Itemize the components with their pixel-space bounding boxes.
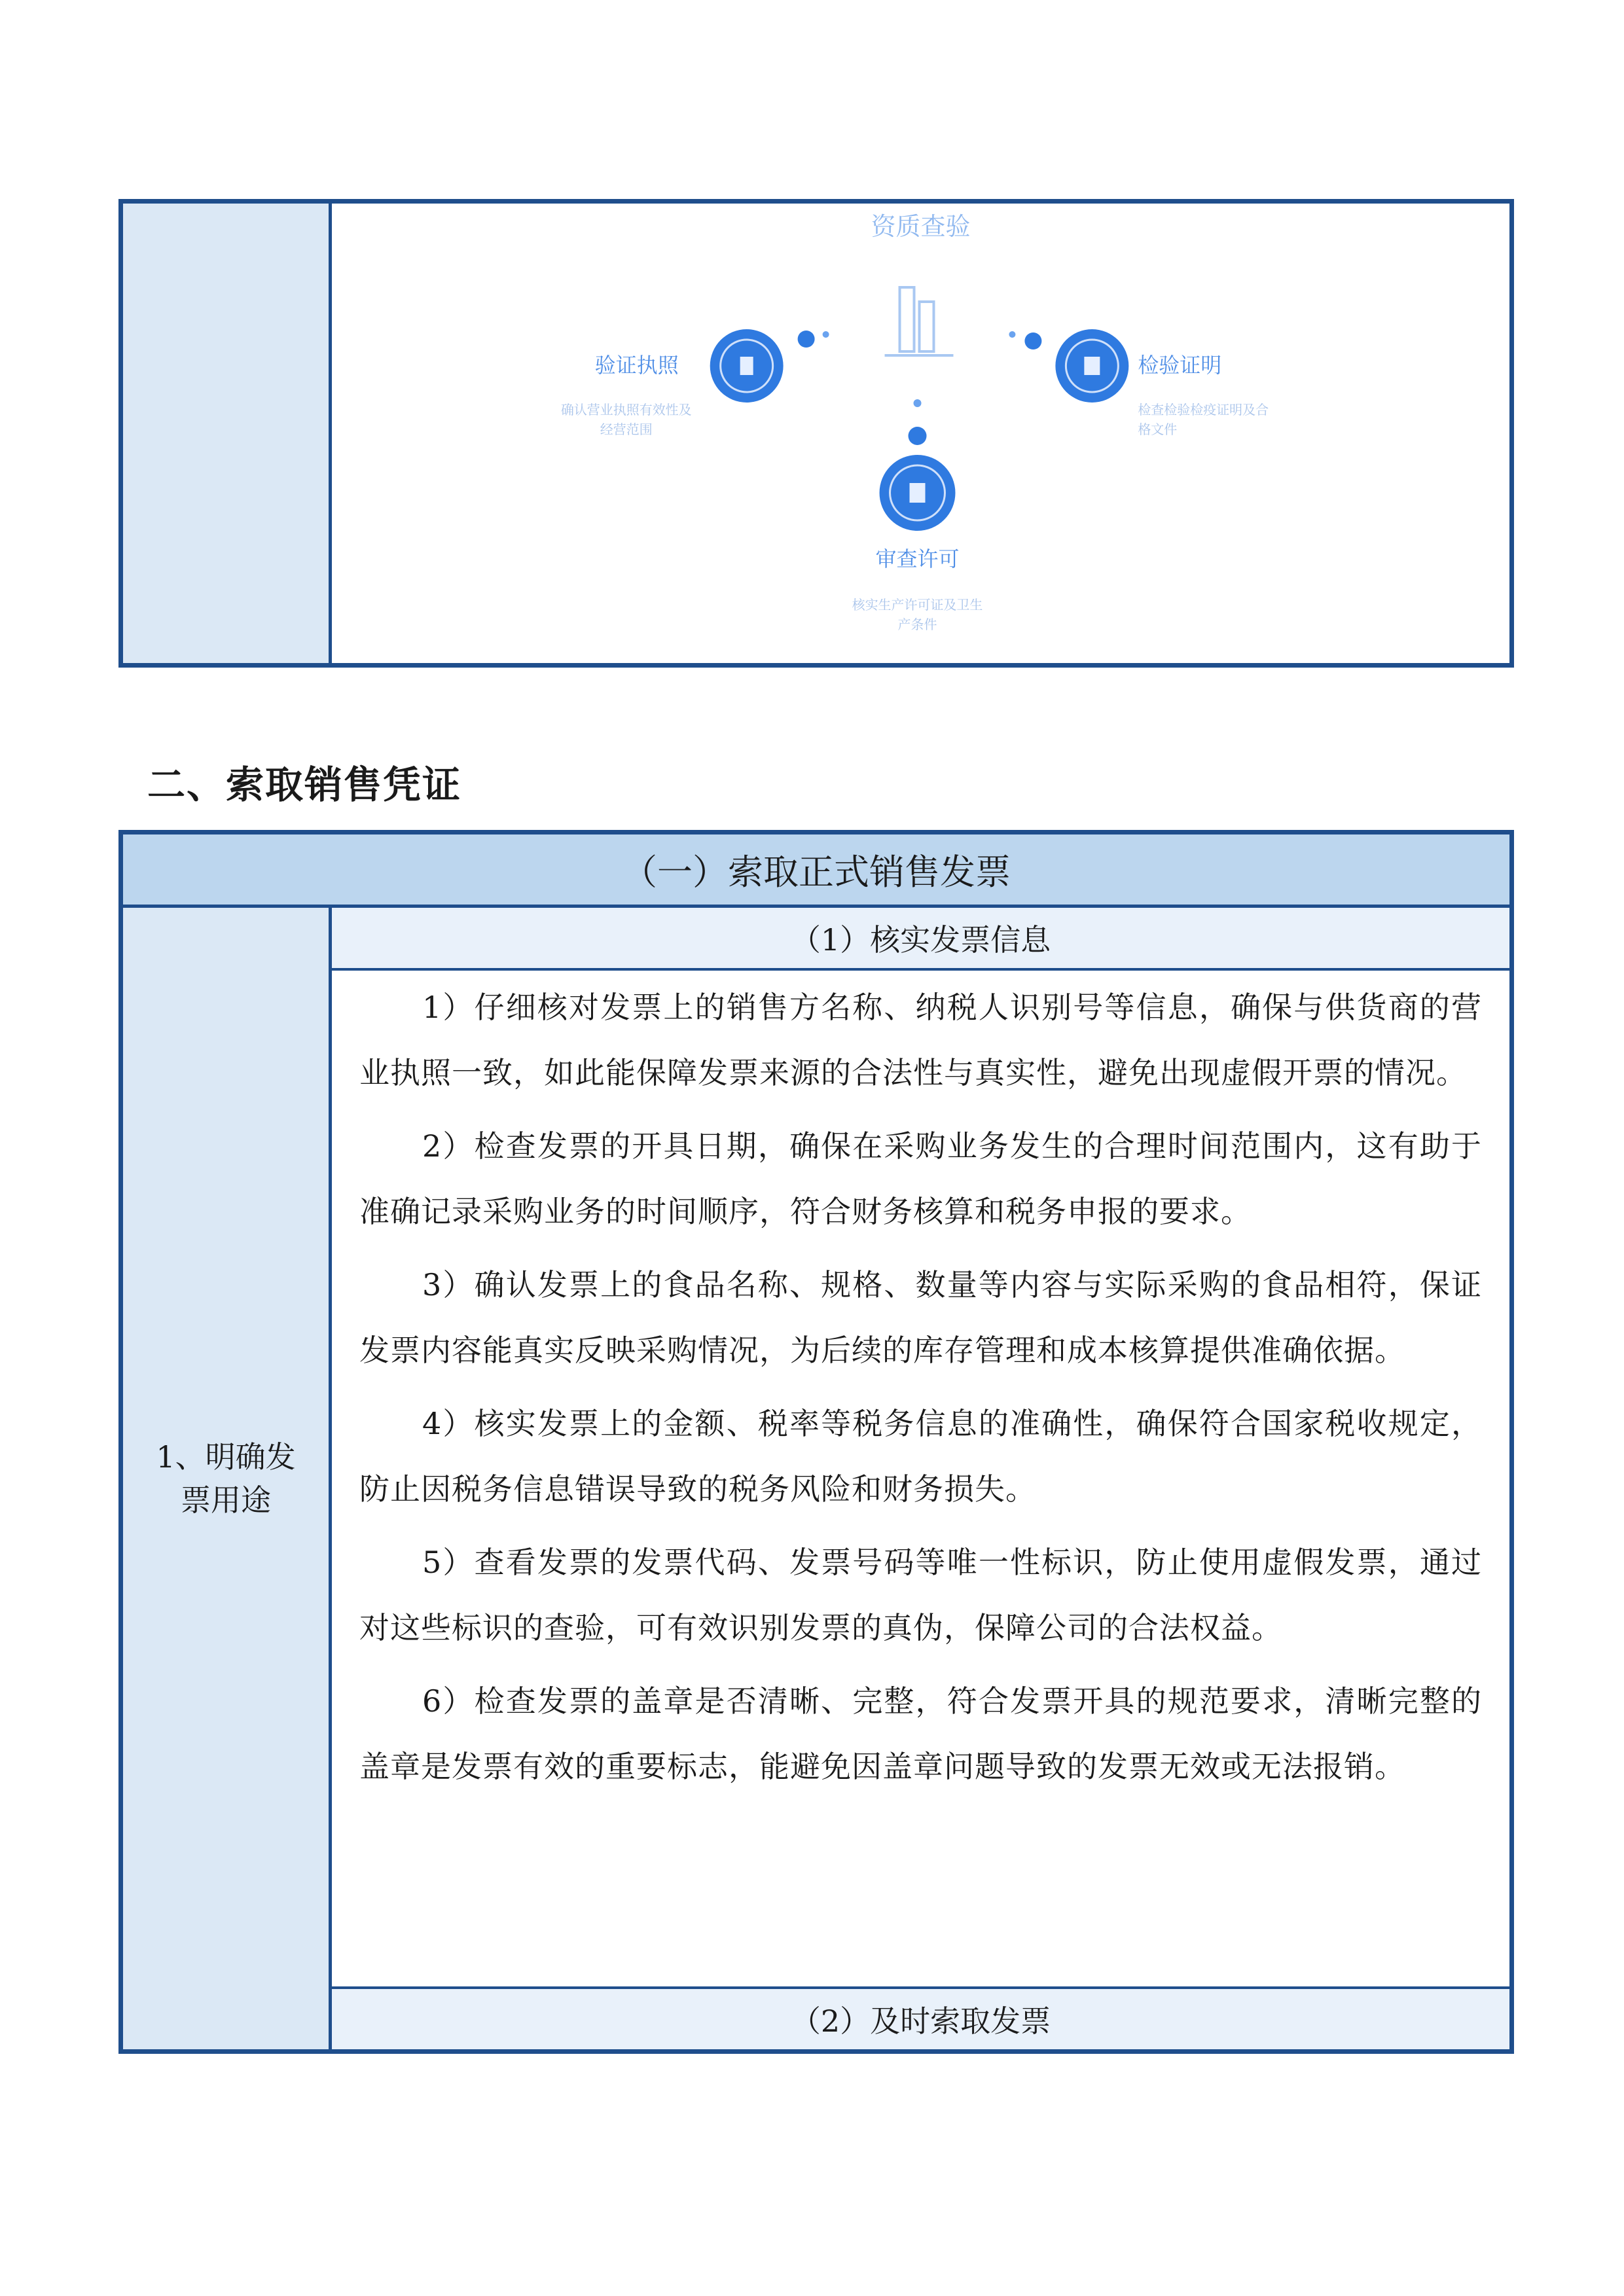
paragraph: 3）确认发票上的食品名称、规格、数量等内容与实际采购的食品相符，保证发票内容能真实反映采购情况，为后续的库存管理和成本核算提供准确依据。: [359, 1267, 1482, 1368]
license-badge-icon: [710, 329, 784, 403]
node-review-permit-desc-2: 产条件: [897, 616, 937, 633]
node-inspection-cert-desc-2: 格文件: [1138, 421, 1178, 438]
paragraph: 5）查看发票的发票代码、发票号码等唯一性标识，防止使用虚假发票，通过对这些标识的查验，可有效识别发票的真伪，保障公司的合法权益。: [359, 1545, 1482, 1645]
node-review-permit-desc-1: 核实生产许可证及卫生: [852, 596, 983, 613]
invoice-table: [118, 830, 1514, 2054]
qualification-figure: [332, 204, 1509, 663]
paragraph: 6）检查发票的盖章是否清晰、完整，符合发票开具的规范要求，清晰完整的盖章是发票有效的重要标志，能避免因盖章问题导致的发票无效或无法报销。: [359, 1683, 1482, 1784]
qualification-diagram: [332, 204, 1509, 663]
paragraph: 4）核实发票上的金额、税率等税务信息的准确性，确保符合国家税收规定，防止因税务信息错误导致的税务风险和财务损失。: [359, 1406, 1482, 1507]
node-verify-license-label: 验证执照: [594, 352, 679, 378]
left-label: 1、明确发票用途: [156, 1439, 296, 1518]
node-inspection-cert-desc-1: 检查检验检疫证明及合: [1138, 401, 1269, 418]
node-review-permit-label: 审查许可: [875, 546, 960, 572]
node-verify-license-desc-2: 经营范围: [600, 421, 653, 438]
subheader-obtain-invoice: （2）及时索取发票: [332, 1986, 1509, 2049]
permit-badge-icon: [880, 455, 956, 531]
subheader-verify-invoice: （1）核实发票信息: [332, 908, 1509, 971]
paragraph: 2）检查发票的开具日期，确保在采购业务发生的合理时间范围内，这有助于准确记录采购业务的时间顺序，符合财务核算和税务申报的要求。: [359, 1128, 1482, 1229]
paragraph: 1）仔细核对发票上的销售方名称、纳税人识别号等信息，确保与供货商的营业执照一致，如此能保障发票来源的合法性与真实性，避免出现虚假开票的情况。: [359, 990, 1482, 1090]
figure-left-column: [123, 204, 332, 663]
table-body: [332, 971, 1509, 1986]
certificate-badge-icon: [1055, 329, 1128, 403]
table-header: （一）索取正式销售发票: [123, 834, 1509, 908]
figure-title: 资质查验: [871, 211, 971, 242]
node-inspection-cert-label: 检验证明: [1138, 352, 1222, 378]
section-heading: 二、索取销售凭证: [147, 762, 462, 807]
bar-chart-icon: [885, 287, 954, 355]
table-left-column: [123, 908, 332, 2049]
node-verify-license-desc-1: 确认营业执照有效性及: [560, 401, 692, 418]
figure-table: [118, 199, 1514, 668]
